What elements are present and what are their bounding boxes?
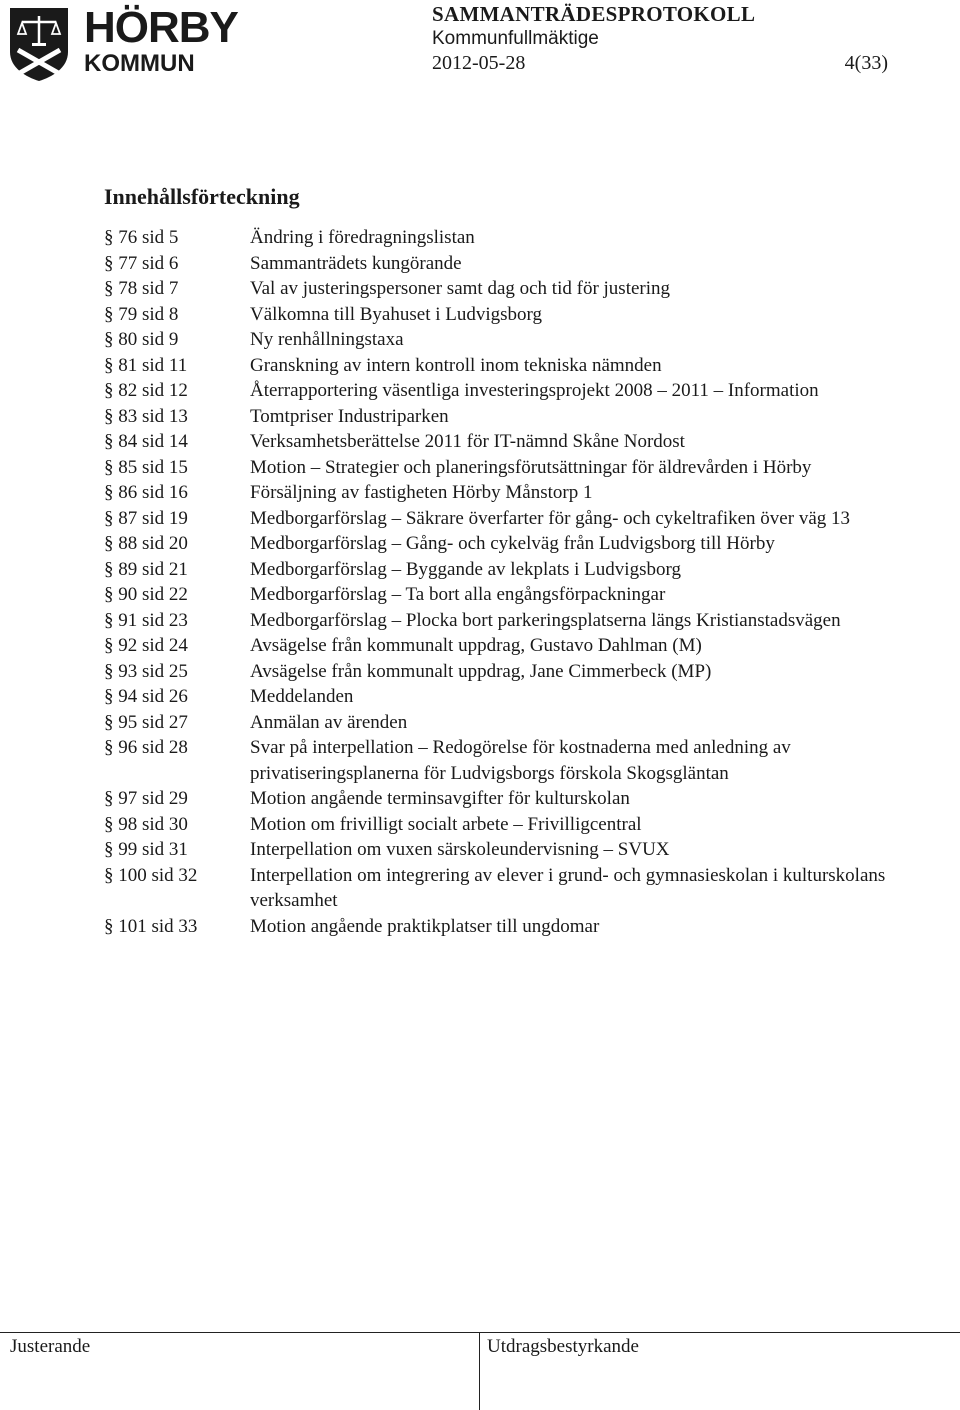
page-number: 4(33) [844, 52, 888, 74]
toc-item-text: Återrapportering väsentliga investeringsprojekt 2008 – 2011 – Information [250, 380, 819, 401]
toc-item-text: Ny renhållningstaxa [250, 329, 404, 350]
toc-item-text: Avsägelse från kommunalt uppdrag, Jane Cimmerbeck (MP) [250, 660, 712, 682]
toc-item-text: Meddelanden [250, 686, 354, 707]
toc-item-text: Sammanträdets kungörande [250, 252, 462, 274]
toc-item [104, 914, 904, 940]
toc-item-ref: § 88 sid 20 [104, 533, 188, 554]
toc-item-text: Välkomna till Byahuset i Ludvigsborg [250, 303, 543, 325]
toc-item-text: Motion angående terminsavgifter för kulturskolan [250, 788, 630, 809]
toc-item-ref: § 100 sid 32 [104, 864, 198, 886]
toc-item-ref: § 82 sid 12 [104, 380, 188, 401]
footer-divider [0, 1332, 960, 1333]
municipality-logo [8, 3, 238, 86]
toc-item-ref: § 81 sid 11 [104, 354, 188, 376]
toc-item-ref: § 76 sid 5 [104, 227, 179, 248]
toc-item-ref: § 87 sid 19 [104, 507, 188, 529]
toc-item [104, 684, 904, 710]
toc-item-ref: § 97 sid 29 [104, 788, 188, 809]
toc-item-ref: § 96 sid 28 [104, 737, 188, 758]
toc-item-text: Ändring i föredragningslistan [250, 227, 475, 248]
toc-list [104, 225, 904, 939]
toc-item-ref: § 83 sid 13 [104, 405, 188, 427]
toc-item [104, 812, 904, 838]
toc-item-text: Medborgarförslag – Gång- och cykelväg från Ludvigsborg till Hörby [250, 533, 775, 554]
logo-name: HÖRBY [84, 3, 238, 52]
toc-item-ref: § 92 sid 24 [104, 635, 188, 656]
toc-item [104, 633, 904, 659]
toc-item [104, 837, 904, 863]
toc-item [104, 327, 904, 353]
toc-item-text: Medborgarförslag – Ta bort alla engångsförpackningar [250, 584, 666, 605]
toc-item-ref: § 89 sid 21 [104, 558, 188, 580]
toc-item-ref: § 101 sid 33 [104, 915, 198, 937]
toc-item-text: Val av justeringspersoner samt dag och tid för justering [250, 278, 671, 299]
meeting-body: Kommunfullmäktige [432, 28, 599, 49]
toc-item-ref: § 93 sid 25 [104, 660, 188, 682]
toc-item [104, 786, 904, 812]
toc-item [104, 710, 904, 736]
toc-item-ref: § 86 sid 16 [104, 482, 188, 503]
toc-item-ref: § 90 sid 22 [104, 584, 188, 605]
coat-of-arms-icon [8, 6, 70, 82]
toc-item-ref: § 91 sid 23 [104, 609, 188, 631]
toc-item-text: Försäljning av fastigheten Hörby Månstorp 1 [250, 482, 593, 503]
toc-item [104, 429, 904, 455]
toc-heading: Innehållsförteckning [104, 184, 300, 209]
toc-item-ref: § 95 sid 27 [104, 711, 188, 733]
logo-subtitle: KOMMUN [84, 50, 195, 77]
toc-item-text: Tomtpriser Industriparken [250, 405, 449, 427]
toc-item-text: Medborgarförslag – Plocka bort parkeringsplatserna längs Kristianstadsvägen [250, 609, 841, 631]
toc-item-text: Avsägelse från kommunalt uppdrag, Gustavo Dahlman (M) [250, 635, 702, 656]
toc-item-ref: § 99 sid 31 [104, 839, 188, 860]
toc-item-text: Motion – Strategier och planeringsförutsättningar för äldrevården i Hörby [250, 456, 812, 478]
toc-item [104, 404, 904, 430]
toc-item [104, 557, 904, 583]
logo-wordmark [84, 3, 238, 77]
toc-item [104, 608, 904, 634]
footer-justerande-label: Justerande [10, 1336, 91, 1357]
toc-item-text: Interpellation om integrering av elever i grund- och gymnasieskolan i kulturskolans verksamhet [250, 864, 886, 911]
toc-item-text: Anmälan av ärenden [250, 711, 408, 733]
toc-item [104, 582, 904, 608]
toc-item-ref: § 77 sid 6 [104, 252, 179, 274]
toc-item-text: Motion om frivilligt socialt arbete – Frivilligcentral [250, 813, 642, 835]
toc-item [104, 302, 904, 328]
toc-item-text: Granskning av intern kontroll inom tekniska nämnden [250, 354, 662, 376]
toc-item-text: Verksamhetsberättelse 2011 för IT-nämnd Skåne Nordost [250, 431, 685, 452]
toc-item [104, 659, 904, 685]
toc-item-ref: § 80 sid 9 [104, 329, 179, 350]
toc-item-text: Motion angående praktikplatser till ungdomar [250, 915, 600, 937]
toc-item-ref: § 94 sid 26 [104, 686, 188, 707]
toc-item-ref: § 98 sid 30 [104, 813, 188, 835]
toc-item-text: Medborgarförslag – Byggande av lekplats i Ludvigsborg [250, 558, 681, 580]
toc-item-text: Medborgarförslag – Säkrare överfarter för gång- och cykeltrafiken över väg 13 [250, 507, 851, 529]
document-title: SAMMANTRÄDESPROTOKOLL [432, 2, 756, 26]
toc-item-ref: § 84 sid 14 [104, 431, 188, 452]
toc-item-ref: § 79 sid 8 [104, 303, 179, 325]
toc-item [104, 531, 904, 557]
toc-item [104, 251, 904, 277]
footer-utdragsbestyrkande-label: Utdragsbestyrkande [487, 1336, 639, 1357]
toc-item [104, 455, 904, 481]
toc-item-text: Interpellation om vuxen särskoleundervisning – SVUX [250, 839, 670, 860]
toc-item [104, 863, 904, 914]
toc-item [104, 276, 904, 302]
toc-item [104, 353, 904, 379]
toc-item [104, 378, 904, 404]
toc-item-ref: § 85 sid 15 [104, 456, 188, 478]
meeting-date: 2012-05-28 [432, 52, 526, 74]
toc-item [104, 225, 904, 251]
toc-item [104, 480, 904, 506]
footer-column-divider [479, 1332, 480, 1410]
toc-item [104, 735, 904, 786]
toc-item-ref: § 78 sid 7 [104, 278, 179, 299]
toc-item [104, 506, 904, 532]
toc-item-text: Svar på interpellation – Redogörelse för kostnaderna med anledning av privatiseringsplanerna för Ludvigsborgs förskola Skogsgläntan [250, 737, 791, 784]
